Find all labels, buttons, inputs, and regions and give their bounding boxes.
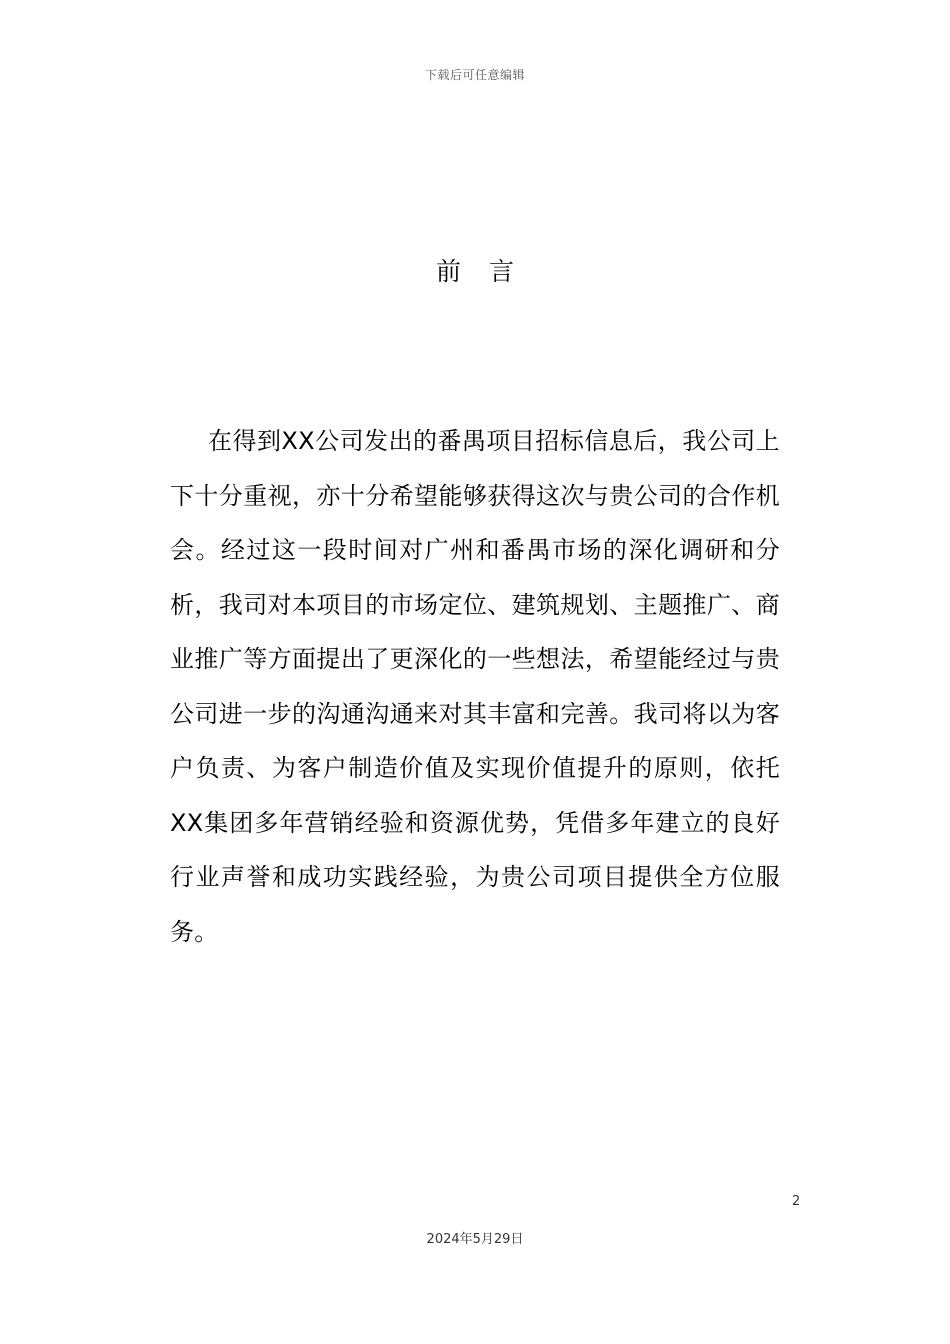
body-paragraph: 在得到XX公司发出的番禺项目招标信息后，我公司上下十分重视，亦十分希望能够获得这次与贵公司的合作机会。经过这一段时间对广州和番禺市场的深化调研和分析，我司对本项目的市场定位、建筑规划、主题推广、商业推广等方面提出了更深化的一些想法，希望能经过与贵公司进一步的沟通沟通来对其丰富和完善。我司将以为客户负责、为客户制造价值及实现价值提升的原则，依托XX集团多年营销经验和资源优势，凭借多年建立的良好行业声誉和成功实践经验，为贵公司项目提供全方位服务。 bbox=[170, 427, 780, 946]
page-title: 前言 bbox=[435, 257, 542, 286]
footer-date: 2024年5月29日 bbox=[426, 1232, 524, 1247]
page-number: 2 bbox=[792, 1194, 801, 1209]
header-note: 下载后可任意编辑 bbox=[424, 68, 525, 82]
